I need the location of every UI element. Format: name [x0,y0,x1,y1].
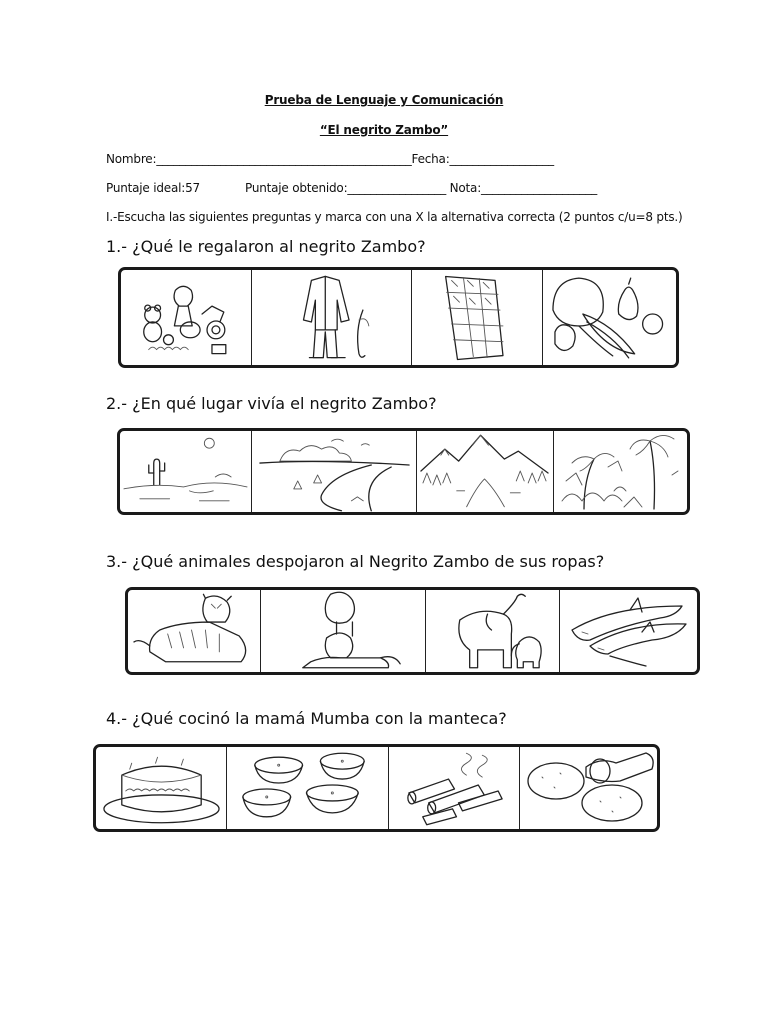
nombre-fecha-line: Nombre:____________________________________________Fecha:__________________ [106,152,554,166]
pies-picture [227,747,388,829]
mountains-picture [417,431,553,512]
puntaje-ideal: Puntaje ideal:57 [106,181,200,195]
lions-picture [261,590,425,672]
option-elephants[interactable] [426,590,560,672]
option-suit[interactable] [252,270,412,365]
pancakes-picture [520,747,657,829]
question-4: 4.- ¿Qué cocinó la mamá Mumba con la manteca? [106,709,507,728]
option-fruits[interactable] [543,270,676,365]
question-3-options [125,587,700,675]
option-pies[interactable] [227,747,389,829]
option-tiger[interactable] [128,590,261,672]
dolphins-picture [560,590,697,672]
question-2: 2.- ¿En qué lugar vivía el negrito Zambo? [106,394,437,413]
question-2-options [117,428,690,515]
instructions: I.-Escucha las siguientes preguntas y marca con una X la alternativa correcta (2 puntos c/u=8 pts.) [106,210,683,224]
question-1: 1.- ¿Qué le regalaron al negrito Zambo? [106,237,426,256]
chocolate-bar-picture [412,270,543,365]
option-crepes[interactable] [389,747,520,829]
question-3: 3.- ¿Qué animales despojaron al Negrito Zambo de sus ropas? [106,552,605,571]
rolled-crepes-picture [389,747,519,829]
river-boats-picture [252,431,416,512]
option-cake[interactable] [96,747,227,829]
tiger-picture [128,590,260,672]
puntaje-obtenido-nota-line: Puntaje obtenido:_________________ Nota:____________________ [245,181,598,195]
option-chocolate[interactable] [412,270,544,365]
desert-picture [120,431,251,512]
question-4-options [93,744,660,832]
page-title: Prueba de Lenguaje y Comunicación [264,93,504,107]
elephants-picture [426,590,559,672]
question-1-options [118,267,679,368]
fruits-picture [543,270,676,365]
cake-picture [96,747,226,829]
page-subtitle: “El negrito Zambo” [319,123,449,137]
option-dolphins[interactable] [560,590,697,672]
toys-picture [121,270,251,365]
option-desert[interactable] [120,431,252,512]
option-pancakes[interactable] [520,747,657,829]
option-river[interactable] [252,431,417,512]
option-jungle[interactable] [554,431,687,512]
option-mountains[interactable] [417,431,554,512]
suit-umbrella-picture [252,270,411,365]
option-toys[interactable] [121,270,252,365]
option-lions[interactable] [261,590,426,672]
jungle-picture [554,431,687,512]
